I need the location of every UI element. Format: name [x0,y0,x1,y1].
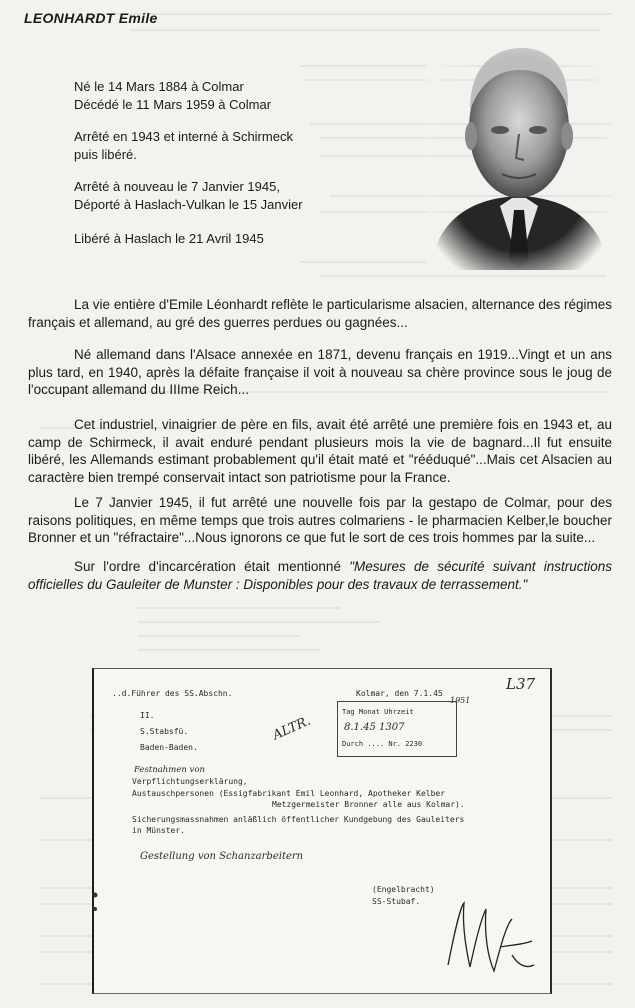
paragraph-schirmeck [28,416,612,486]
doc-line-a: II. [140,711,155,720]
doc-subject-3: Austauschpersonen (Essigfabrikant Emil Leonhard, Apotheker Kelber [132,789,446,798]
paragraph-arrest-1945 [28,494,612,547]
paragraph-arrest-1945-text: Le 7 Janvier 1945, il fut arrêté une nouvelle fois par la gestapo de Colmar, pour des raisons politiques, en même temps que trois autres colmariens - le pharmacien Kelber,le boucher Bronner et un "réfractaire"...Nous ignorons ce que fut le sort de ces trois hommes par la suite... [28,495,612,545]
doc-subject-1: Festnahmen von [134,765,205,775]
doc-sender: ..d.Führer des SS.Abschn. [112,689,233,698]
bio-first-arrest [74,128,293,164]
doc-handwritten-note: Gestellung von Schanzarbeitern [140,851,304,862]
portrait-photo [426,38,612,270]
bio-birth-death [74,78,271,114]
doc-receipt-stamp [337,701,457,757]
paragraph-intro-text: La vie entière d'Emile Léonhardt reflète le particularisme alsacien, alternance des régimes français et allemand, au gré des guerres perdues ou gagnées... [28,297,612,330]
stamp-row-3: Durch .... Nr. 2230 [342,740,423,748]
paragraph-annexation [28,346,612,399]
doc-line-c: Baden-Baden. [140,743,198,752]
doc-signature [440,895,540,981]
page-title: LEONHARDT Emile [24,10,158,26]
paragraph-intro [28,296,612,331]
doc-subject-5: Sicherungsmassnahmen anläßlich öffentlicher Kundgebung des Gauleiters [132,815,465,824]
deportation-line: Déporté à Haslach-Vulkan le 15 Janvier [74,197,303,212]
second-arrest-line: Arrêté à nouveau le 7 Janvier 1945, [74,179,280,194]
death-line: Décédé le 11 Mars 1959 à Colmar [74,97,272,112]
first-arrest-line: Arrêté en 1943 et interné à Schirmeck [74,129,293,144]
doc-subject-2: Verpflichtungserklärung, [132,777,248,786]
birth-line: Né le 14 Mars 1884 à Colmar [74,79,244,94]
first-release-line: puis libéré. [74,147,137,162]
doc-subject-4: Metzgermeister Bronner alle aus Kolmar). [272,800,465,809]
doc-date-handwritten: 1951 [450,696,471,705]
doc-punch-marks [88,669,102,989]
doc-corner-mark: L37 [506,675,536,693]
paragraph-schirmeck-text: Cet industriel, vinaigrier de père en fils, avait été arrêté une première fois en 1943 et, au camp de Schirmeck, il avait enduré pendant plusieurs mois la vie de bagnard...Il fut ensuite libéré, les Allemands estimant probablement qu'il était maté et "rééduqué"...Mais cet Alsacien au caractère bien trempé conservait intact son patriotisme pour la France. [28,417,612,485]
doc-signatory: (Engelbracht) [372,885,435,894]
doc-rank: SS-Stubaf. [372,897,421,906]
bio-liberation [74,230,264,248]
bio-second-arrest [74,178,303,214]
liberation-line: Libéré à Haslach le 21 Avril 1945 [74,231,264,246]
doc-margin-handwriting: ALTR. [270,713,313,744]
stamp-row-2: 8.1.45 1307 [344,722,405,733]
incarceration-intro: Sur l'ordre d'incarcération était mentionné [74,559,350,574]
scanned-document [92,668,552,994]
doc-date: Kolmar, den 7.1.45 [356,689,443,698]
doc-subject-6: in Münster. [132,826,185,835]
doc-line-b: S.Stabsfü. [140,727,189,736]
incarceration-quote: "Mesures de sécurité suivant instructions officielles du Gauleiter de Munster : Disponibles pour des travaux de terrassement." [28,559,612,592]
paragraph-annexation-text: Né allemand dans l'Alsace annexée en 1871, devenu français en 1919...Vingt et un ans plus tard, en 1940, après la défaite française il voit à nouveau sa chère province sous le joug de l'occupant allemand du IIIme Reich... [28,347,612,397]
paragraph-incarceration-order [28,558,612,593]
stamp-row-1: Tag Monat Uhrzeit [342,708,414,716]
